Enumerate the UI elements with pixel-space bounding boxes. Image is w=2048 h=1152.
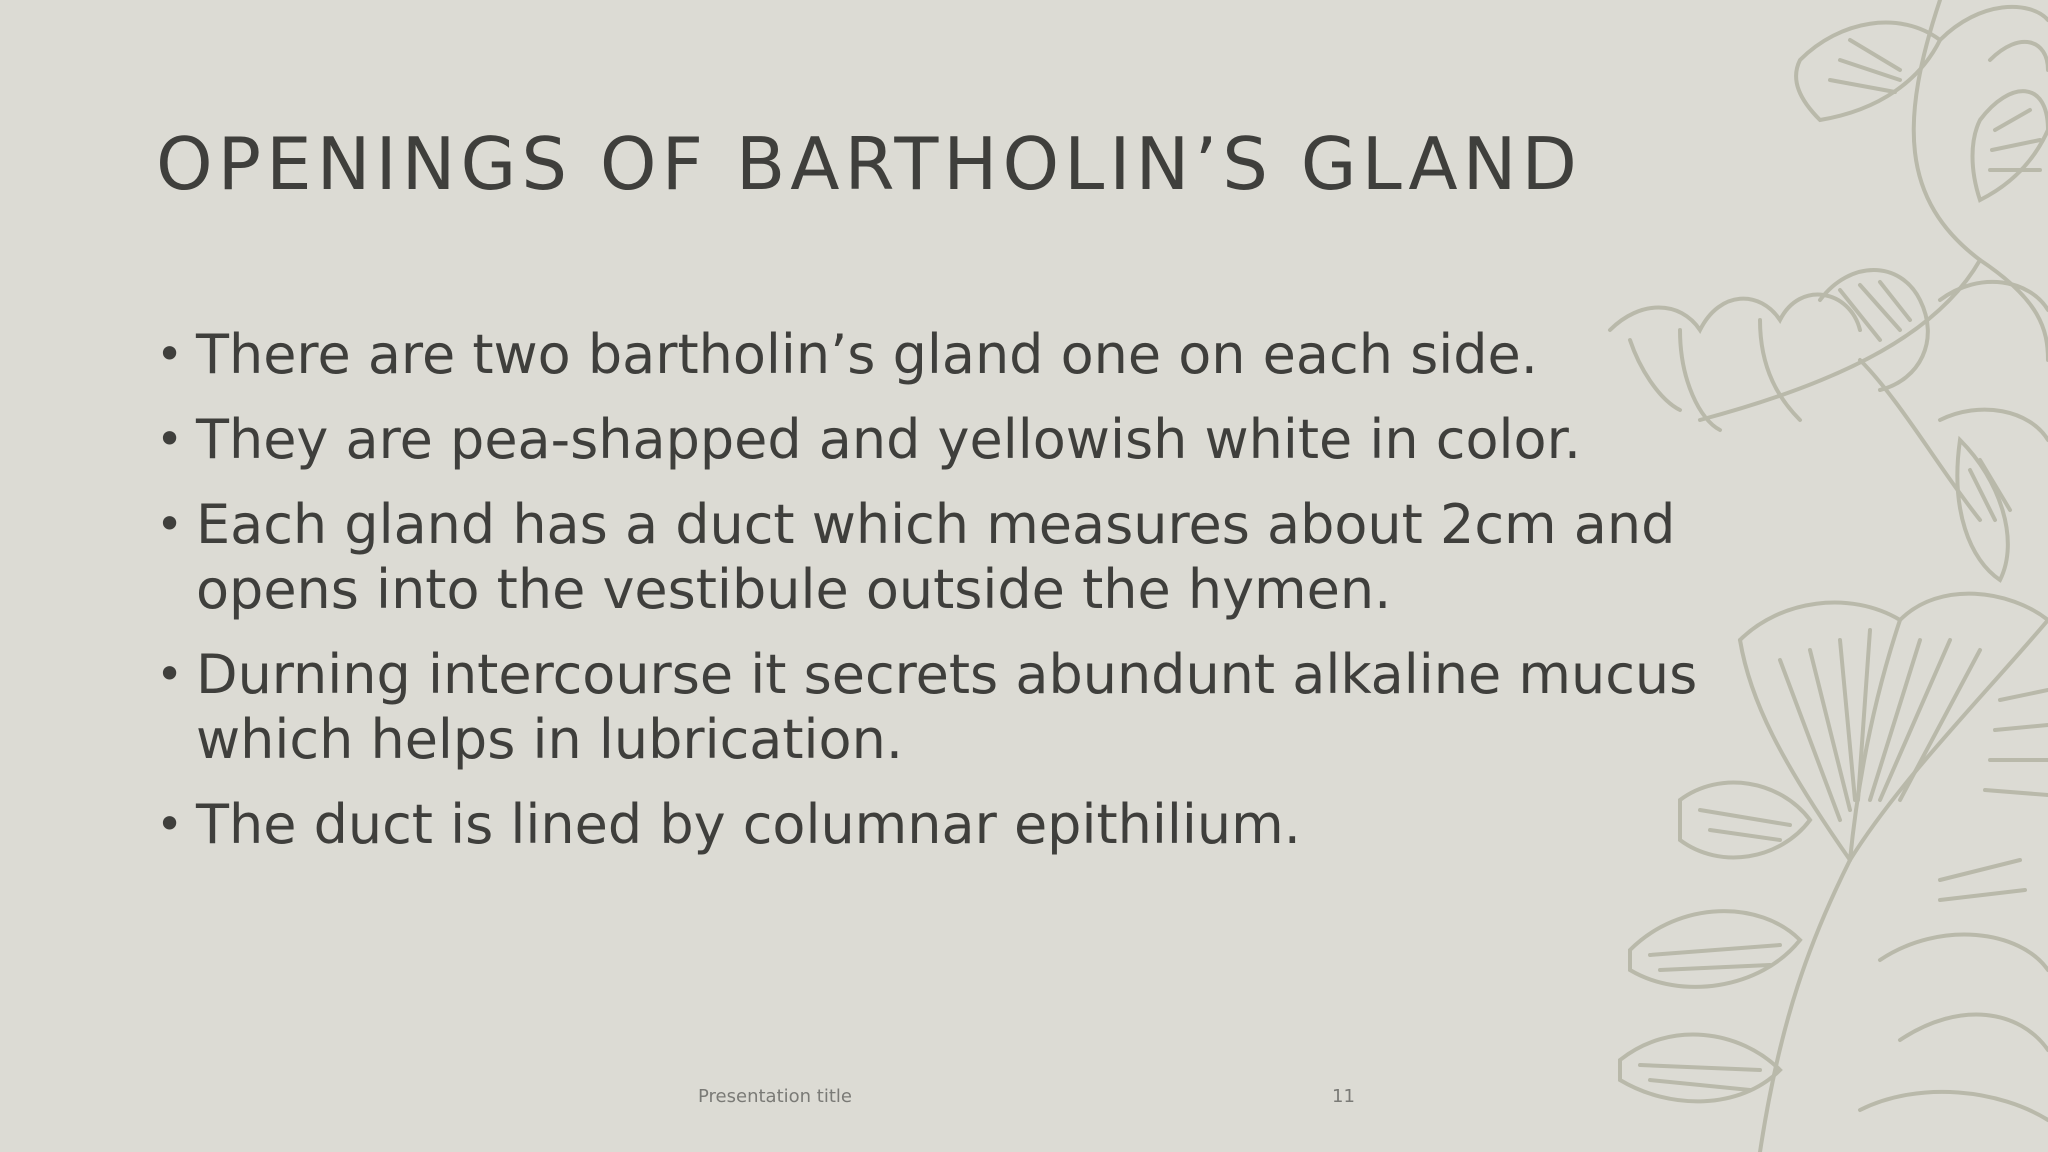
bullet-text: There are two bartholin’s gland one on each side. <box>196 323 1538 386</box>
bullet-dot-icon: • <box>156 647 184 701</box>
bullet-text: Each gland has a duct which measures about 2cm and opens into the vestibule outside the hymen. <box>196 493 1676 621</box>
bullet-item <box>156 642 1836 772</box>
bullet-dot-icon: • <box>156 797 184 851</box>
bullet-item <box>156 792 1836 857</box>
page-number: 11 <box>1332 1086 1355 1107</box>
slide-title: OPENINGS OF BARTHOLIN’S GLAND <box>156 122 1582 206</box>
bullet-text: The duct is lined by columnar epithilium. <box>196 793 1301 856</box>
bullet-list <box>156 322 1836 877</box>
bullet-item <box>156 322 1836 387</box>
bullet-text: Durning intercourse it secrets abundunt alkaline mucus which helps in lubrication. <box>196 643 1698 771</box>
bullet-dot-icon: • <box>156 327 184 381</box>
bullet-dot-icon: • <box>156 497 184 551</box>
bullet-item <box>156 407 1836 472</box>
bullet-text: They are pea-shapped and yellowish white in color. <box>196 408 1581 471</box>
footer-presentation-title: Presentation title <box>698 1086 852 1107</box>
bullet-item <box>156 492 1836 622</box>
bullet-dot-icon: • <box>156 412 184 466</box>
